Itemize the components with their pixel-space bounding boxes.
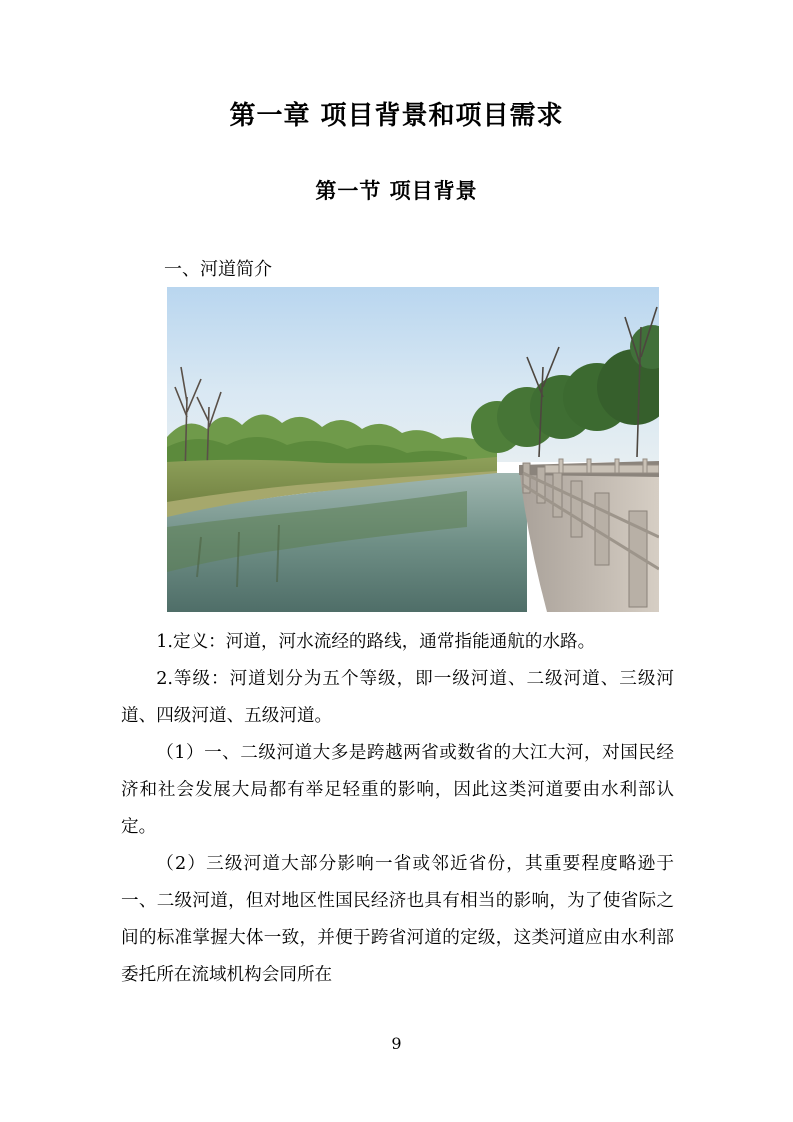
body-text	[121, 624, 674, 994]
section-title: 第一节 项目背景	[315, 179, 478, 203]
paragraph-grade-1-2: （1）一、二级河道大多是跨越两省或数省的大江大河，对国民经济和社会发展大局都有举足轻重的影响，因此这类河道要由水利部认定。	[121, 743, 674, 837]
chapter-title: 第一章 项目背景和项目需求	[229, 101, 564, 131]
paragraph-grade-3: （2）三级河道大部分影响一省或邻近省份，其重要程度略逊于一、二级河道，但对地区性国民经济也具有相当的影响，为了使省际之间的标准掌握大体一致，并便于跨省河道的定级，这类河道应由水利部委托所在流域机构会同所在	[121, 854, 674, 985]
page-number: 9	[391, 1034, 402, 1053]
subheading-river-intro: 一、河道简介	[164, 259, 272, 280]
paragraph-grades: 2.等级：河道划分为五个等级，即一级河道、二级河道、三级河道、四级河道、五级河道。	[121, 669, 674, 726]
paragraph-definition: 1.定义：河道，河水流经的路线，通常指能通航的水路。	[156, 632, 596, 652]
river-landscape-photo	[167, 287, 659, 612]
